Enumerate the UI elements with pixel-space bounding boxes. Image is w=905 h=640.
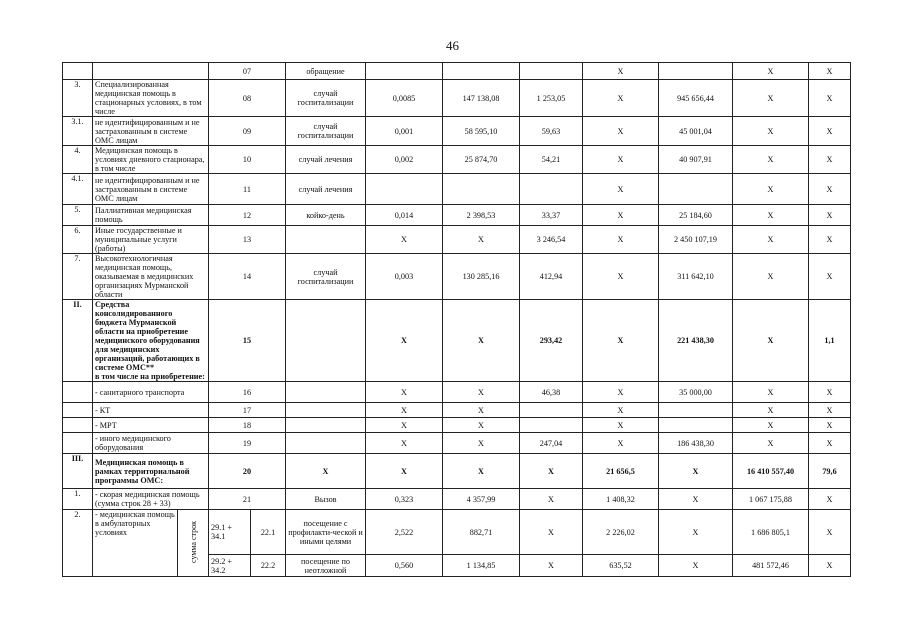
sum-lines: 29.1 + 34.1 [209,510,251,555]
value-c3: 247,04 [520,433,583,454]
value-c3: X [520,489,583,510]
row-unit [286,418,366,433]
row-unit: случай госпитализации [286,117,366,146]
value-c1: X [366,403,443,418]
value-c4: X [583,418,659,433]
value-c5: X [659,510,733,555]
row-unit: случай лечения [286,174,366,205]
value-c2: X [443,418,520,433]
value-c4: X [583,205,659,226]
row-number: III. [63,454,93,489]
row-number: 3.1. [63,117,93,146]
value-c3: 3 246,54 [520,226,583,254]
table-row [63,63,851,80]
value-c1: 0,002 [366,146,443,174]
value-c1 [366,63,443,80]
value-c5: 35 000,00 [659,382,733,403]
value-c4: X [583,382,659,403]
table-row [63,146,851,174]
row-unit [286,403,366,418]
row-number: 2. [63,510,93,577]
row-code: 10 [209,146,286,174]
value-c1: X [366,226,443,254]
value-c5 [659,403,733,418]
value-c3: X [520,510,583,555]
value-c3 [520,174,583,205]
value-c3: X [520,555,583,577]
row-unit [286,433,366,454]
value-c2: X [443,300,520,382]
row-code: 15 [209,300,286,382]
row-name-text: Высокотехнологичная медицинская помощь, оказываемая в медицинских организациях Мурманской области [95,254,194,299]
value-c1: 0,014 [366,205,443,226]
value-c7: X [809,555,851,577]
value-c7: X [809,63,851,80]
row-code: 07 [209,63,286,80]
row-name [93,418,209,433]
data-table [62,62,851,577]
value-c5 [659,174,733,205]
row-name-text: - скорая медицинская помощь (сумма строк 28 + 33) [95,490,200,508]
row-name-subtext: в том числе на приобретение: [95,372,205,381]
value-c1: 0,0085 [366,80,443,117]
value-c2 [443,63,520,80]
value-c2: X [443,403,520,418]
value-c6: X [733,433,809,454]
value-c5: 25 184,60 [659,205,733,226]
row-code: 22.2 [251,555,286,577]
row-name-text: - КТ [95,405,111,415]
row-name [93,80,209,117]
table-row [63,418,851,433]
row-name [93,174,209,205]
value-c4: 635,52 [583,555,659,577]
row-code: 12 [209,205,286,226]
row-number: II. [63,300,93,382]
row-unit [286,300,366,382]
value-c4: 2 226,02 [583,510,659,555]
value-c2: 1 134,85 [443,555,520,577]
value-c1: X [366,418,443,433]
row-unit: случай госпитализации [286,80,366,117]
value-c7: X [809,382,851,403]
value-c5: 221 438,30 [659,300,733,382]
value-c6: X [733,226,809,254]
value-c3 [520,418,583,433]
row-name [93,254,209,300]
value-c5: 45 001,04 [659,117,733,146]
table-row [63,174,851,205]
value-c7: 79,6 [809,454,851,489]
vertical-label [178,510,209,577]
row-name-text: Иные государственные и муниципальные услуги (работы) [95,226,182,253]
value-c4: X [583,146,659,174]
value-c7: X [809,510,851,555]
row-name [93,454,209,489]
row-number: 6. [63,226,93,254]
value-c2: X [443,454,520,489]
row-unit: X [286,454,366,489]
table-row [63,226,851,254]
value-c1: X [366,300,443,382]
value-c6: X [733,403,809,418]
row-code: 14 [209,254,286,300]
value-c3: X [520,454,583,489]
row-name [93,300,209,382]
value-c3: 1 253,05 [520,80,583,117]
value-c4: X [583,117,659,146]
value-c6: X [733,254,809,300]
value-c4: X [583,300,659,382]
value-c7: 1,1 [809,300,851,382]
row-unit: койко-день [286,205,366,226]
value-c4: 1 408,32 [583,489,659,510]
value-c2: 58 595,10 [443,117,520,146]
table-row [63,205,851,226]
value-c5: 311 642,10 [659,254,733,300]
row-name [93,117,209,146]
row-number [63,403,93,418]
row-unit: посещение с профилакти-ческой и иными целями [286,510,366,555]
value-c3: 59,63 [520,117,583,146]
row-name [93,146,209,174]
row-code: 13 [209,226,286,254]
row-number: 7. [63,254,93,300]
row-code: 17 [209,403,286,418]
value-c3: 46,38 [520,382,583,403]
value-c2: 130 285,16 [443,254,520,300]
value-c1: 0,001 [366,117,443,146]
value-c3: 293,42 [520,300,583,382]
row-name [93,382,209,403]
value-c6: X [733,80,809,117]
row-name-text: - МРТ [95,420,117,430]
value-c4: X [583,174,659,205]
value-c2: 147 138,08 [443,80,520,117]
row-name [93,63,209,80]
value-c4: X [583,80,659,117]
row-unit: случай госпитализации [286,254,366,300]
value-c6: X [733,300,809,382]
value-c6: X [733,174,809,205]
value-c6: X [733,382,809,403]
table-row [63,300,851,382]
value-c6: X [733,146,809,174]
row-name [93,489,209,510]
row-code: 09 [209,117,286,146]
row-name [93,205,209,226]
row-name-text: - иного медицинского оборудования [95,434,171,452]
value-c2: 25 874,70 [443,146,520,174]
value-c1: X [366,382,443,403]
value-c7: X [809,205,851,226]
value-c7: X [809,80,851,117]
value-c3: 412,94 [520,254,583,300]
value-c1 [366,174,443,205]
value-c7: X [809,174,851,205]
value-c5: X [659,454,733,489]
row-unit [286,382,366,403]
value-c6: X [733,205,809,226]
value-c4: 21 656,5 [583,454,659,489]
value-c1: 0,003 [366,254,443,300]
row-number [63,382,93,403]
value-c2: 882,71 [443,510,520,555]
value-c2: X [443,382,520,403]
value-c5: 40 907,91 [659,146,733,174]
row-number [63,433,93,454]
value-c1: 0,323 [366,489,443,510]
value-c5: 2 450 107,19 [659,226,733,254]
row-name-text: Паллиативная медицинская помощь [95,206,192,224]
value-c7: X [809,418,851,433]
row-number: 5. [63,205,93,226]
row-name-text: Специализированная медицинская помощь в стационарных условиях, в том числе [95,80,202,116]
value-c3 [520,63,583,80]
table-row [63,403,851,418]
value-c2: X [443,433,520,454]
row-number: 3. [63,80,93,117]
row-unit: обращение [286,63,366,80]
value-c4: X [583,403,659,418]
sum-lines: 29.2 + 34.2 [209,555,251,577]
table-row [63,254,851,300]
row-unit: Вызов [286,489,366,510]
row-number: 4. [63,146,93,174]
row-unit: случай лечения [286,146,366,174]
value-c2 [443,174,520,205]
row-name [93,403,209,418]
value-c6: 1 067 175,88 [733,489,809,510]
value-c3 [520,403,583,418]
value-c6: 481 572,46 [733,555,809,577]
row-number [63,63,93,80]
value-c3: 33,37 [520,205,583,226]
value-c5: 186 438,30 [659,433,733,454]
vertical-label-text: сумма строк [188,521,198,563]
value-c7: X [809,403,851,418]
value-c5: X [659,555,733,577]
value-c7: X [809,433,851,454]
row-name-text: - санитарного транспорта [95,387,185,397]
row-name: - медицинская помощь в амбулаторных условиях [93,510,178,577]
value-c1: 2,522 [366,510,443,555]
row-code: 22.1 [251,510,286,555]
table-row [63,382,851,403]
value-c7: X [809,489,851,510]
row-code: 18 [209,418,286,433]
table-row [63,80,851,117]
row-name-text: не идентифицированным и не застрахованным в системе ОМС лицам [95,117,200,145]
table-body [63,63,851,577]
row-unit: посещение по неотложной [286,555,366,577]
row-unit [286,226,366,254]
row-name-text: не идентифицированным и не застрахованным в системе ОМС лицам [95,175,200,203]
value-c5: X [659,489,733,510]
value-c3: 54,21 [520,146,583,174]
table-row [63,510,851,555]
value-c7: X [809,117,851,146]
table-row [63,454,851,489]
value-c5: 945 656,44 [659,80,733,117]
table-row [63,433,851,454]
value-c4: X [583,433,659,454]
row-number [63,418,93,433]
row-name [93,433,209,454]
row-code: 19 [209,433,286,454]
row-code: 16 [209,382,286,403]
value-c2: X [443,226,520,254]
value-c2: 2 398,53 [443,205,520,226]
row-name-text: Средства консолидированного бюджета Мурманской области на приобретение медицинского оборудования для медицинских организаций, работающих в системе ОМС** [95,300,200,372]
value-c6: X [733,418,809,433]
row-name [93,226,209,254]
table-row [63,489,851,510]
row-code: 08 [209,80,286,117]
value-c6: X [733,63,809,80]
row-name-text: Медицинская помощь в рамках территориальной программы ОМС: [95,457,190,485]
value-c7: X [809,254,851,300]
value-c4: X [583,63,659,80]
value-c7: X [809,146,851,174]
value-c6: X [733,117,809,146]
row-code: 20 [209,454,286,489]
value-c2: 4 357,99 [443,489,520,510]
value-c1: 0,560 [366,555,443,577]
value-c1: X [366,433,443,454]
value-c4: X [583,226,659,254]
value-c6: 16 410 557,40 [733,454,809,489]
row-name-text: Медицинская помощь в условиях дневного стационара, в том числе [95,146,205,173]
table-row [63,117,851,146]
value-c1: X [366,454,443,489]
value-c4: X [583,254,659,300]
value-c7: X [809,226,851,254]
row-number: 4.1. [63,174,93,205]
page-number: 46 [446,38,459,53]
value-c5 [659,418,733,433]
row-code: 11 [209,174,286,205]
value-c6: 1 686 805,1 [733,510,809,555]
row-number: 1. [63,489,93,510]
row-code: 21 [209,489,286,510]
value-c5 [659,63,733,80]
